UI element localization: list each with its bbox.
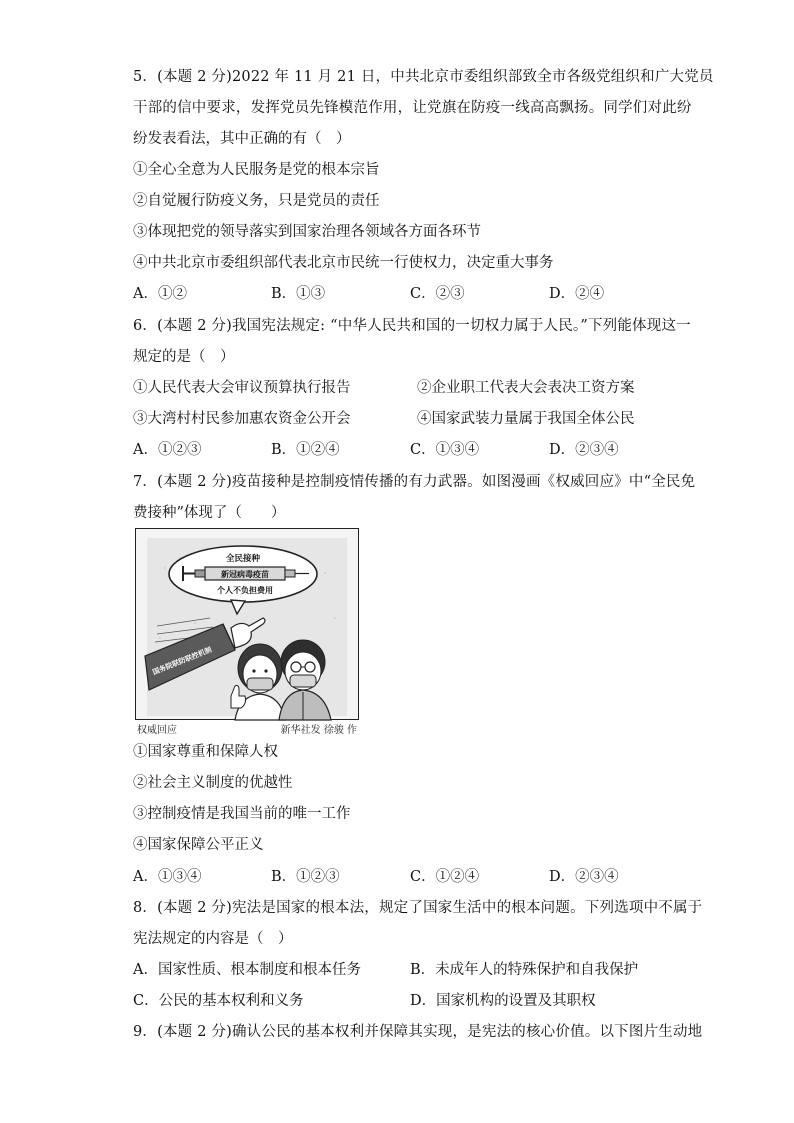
q6-option-d[interactable]: D．②③④ [549, 442, 619, 458]
q6-option-c[interactable]: C．①③④ [410, 442, 480, 458]
q5-stem-line-1: 5．(本题 2 分)2022 年 11 月 21 日，中共北京市委组织部致全市各级党组织和广大党员 [133, 69, 714, 85]
comic-bubble-note: 个人不负担费用 [217, 586, 273, 595]
q5-stem-line-2: 干部的信中要求，发挥党员先锋模范作用，让党旗在防疫一线高高飘扬。同学们对此纷 [133, 100, 692, 116]
comic-caption-title: 权威回应 [137, 725, 177, 736]
q8-option-d[interactable]: D．国家机构的设置及其职权 [410, 993, 596, 1009]
comic-authoritative-response [135, 528, 359, 738]
q6-item-3: ③大湾村村民参加惠农资金公开会 [133, 411, 351, 427]
comic-bubble-title: 全民接种 [225, 554, 261, 564]
q9-stem-line-1: 9．(本题 2 分)确认公民的基本权利并保障其实现，是宪法的核心价值。以下图片生动地 [133, 1024, 703, 1040]
q5-item-1: ①全心全意为人民服务是党的根本宗旨 [133, 162, 380, 178]
q8-option-a[interactable]: A．国家性质、根本制度和根本任务 [133, 962, 361, 978]
q7-option-c[interactable]: C．①②④ [410, 869, 480, 885]
q8-stem-line-1: 8．(本题 2 分)宪法是国家的根本法，规定了国家生活中的根本问题。下列选项中不属于 [133, 900, 703, 916]
q7-option-d[interactable]: D．②③④ [549, 869, 619, 885]
q7-option-a[interactable]: A．①③④ [133, 869, 202, 885]
q5-item-2: ②自觉履行防疫义务，只是党员的责任 [133, 193, 380, 209]
q7-item-4: ④国家保障公平正义 [133, 837, 264, 853]
q7-item-2: ②社会主义制度的优越性 [133, 775, 293, 791]
q6-stem-line-2: 规定的是（ ） [133, 349, 235, 365]
q5-option-c[interactable]: C．②③ [410, 286, 465, 302]
q6-item-2: ②企业职工代表大会表决工资方案 [417, 380, 635, 396]
q6-option-a[interactable]: A．①②③ [133, 442, 202, 458]
q7-stem-line-1: 7．(本题 2 分)疫苗接种是控制疫情传播的有力武器。如图漫画《权威回应》中“全民免 [133, 474, 696, 490]
comic-caption-credit: 新华社发 徐骏 作 [280, 725, 357, 736]
q7-stem-line-2: 费接种”体现了（ ） [133, 505, 286, 521]
comic-vaccine-label: 新冠病毒疫苗 [221, 570, 269, 579]
q6-item-4: ④国家武装力量属于我国全体公民 [417, 411, 635, 427]
q6-item-1: ①人民代表大会审议预算执行报告 [133, 380, 351, 396]
comic-sleeve-label: 国务院联防联控机制 [151, 645, 213, 677]
q5-item-3: ③体现把党的领导落实到国家治理各领域各方面各环节 [133, 224, 481, 240]
q6-stem-line-1: 6．(本题 2 分)我国宪法规定: “中华人民共和国的一切权力属于人民。”下列能体现这一 [133, 318, 691, 334]
q5-item-4: ④中共北京市委组织部代表北京市民统一行使权力，决定重大事务 [133, 255, 554, 271]
q8-option-c[interactable]: C．公民的基本权利和义务 [133, 993, 304, 1009]
q7-item-1: ①国家尊重和保障人权 [133, 744, 278, 760]
q5-option-b[interactable]: B．①③ [271, 286, 326, 302]
q7-item-3: ③控制疫情是我国当前的唯一工作 [133, 806, 351, 822]
q5-stem-line-3: 纷发表看法，其中正确的有（ ） [133, 131, 351, 147]
q6-option-b[interactable]: B．①②④ [271, 442, 340, 458]
q5-option-a[interactable]: A．①② [133, 286, 187, 302]
q5-option-d[interactable]: D．②④ [549, 286, 605, 302]
q8-stem-line-2: 宪法规定的内容是（ ） [133, 931, 293, 947]
q7-option-b[interactable]: B．①②③ [271, 869, 340, 885]
q8-option-b[interactable]: B．未成年人的特殊保护和自我保护 [410, 962, 639, 978]
